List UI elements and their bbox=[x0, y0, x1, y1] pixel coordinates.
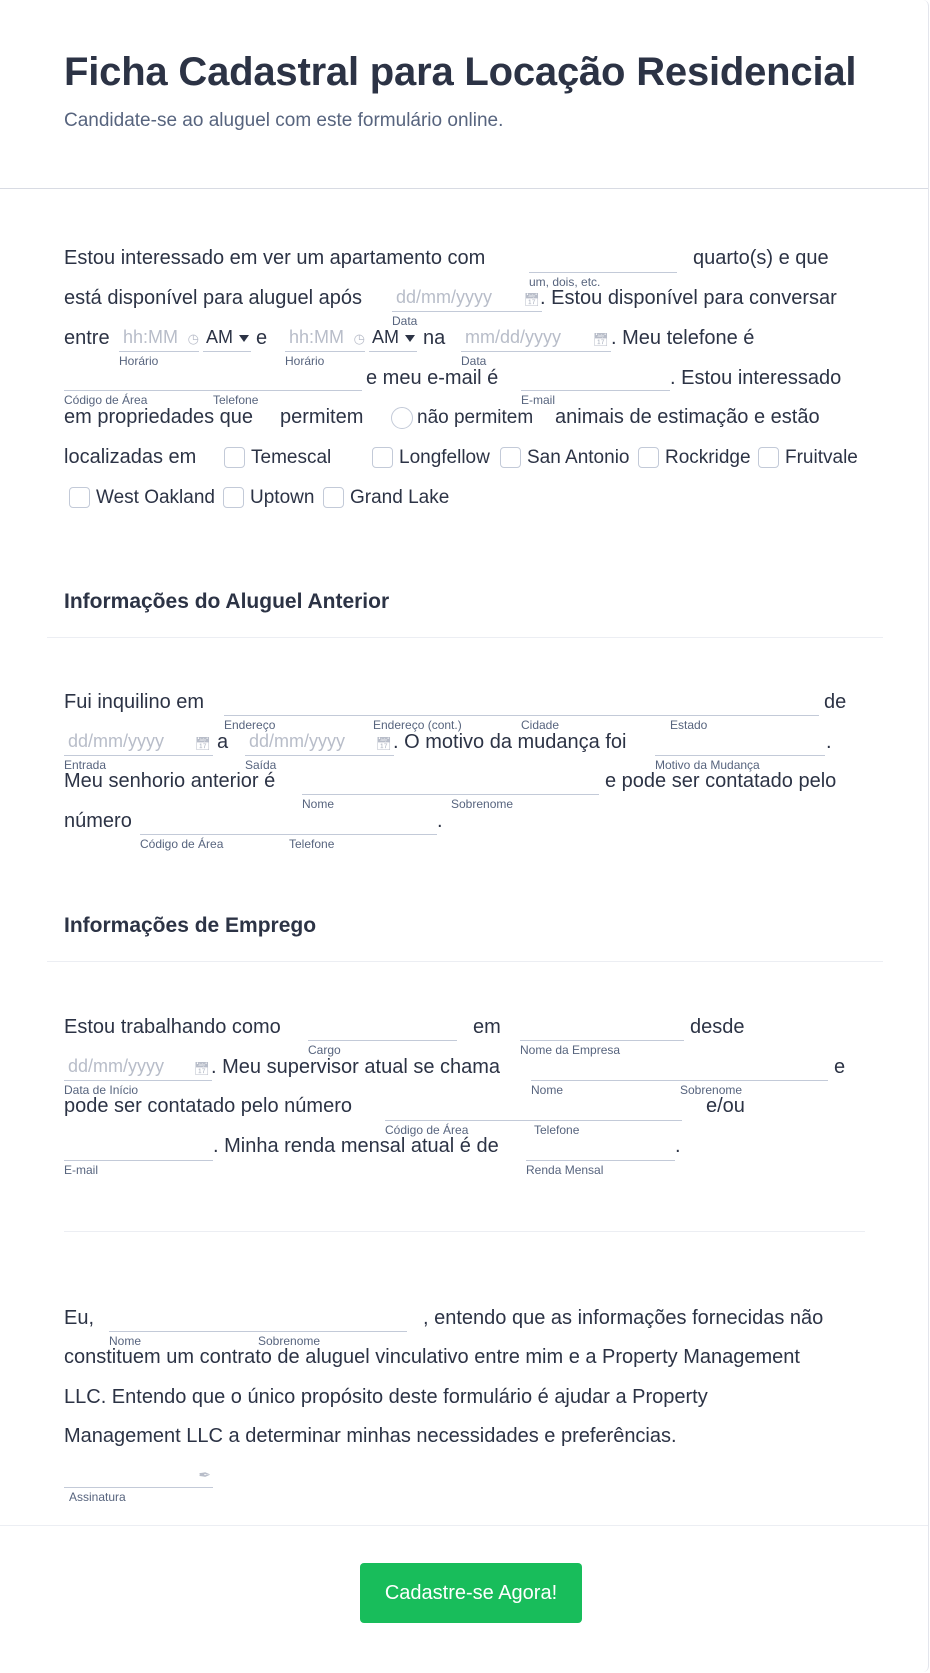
bedrooms-sublabel: um, dois, etc. bbox=[529, 275, 601, 289]
clock-icon[interactable]: ◷ bbox=[353, 331, 365, 346]
move-out-sublabel: Saída bbox=[245, 758, 277, 772]
checkbox-label-longfellow[interactable]: Longfellow bbox=[399, 447, 490, 468]
calendar-icon[interactable]: 📅︎ bbox=[193, 1061, 210, 1076]
declaration-text: LLC. Entendo que o único propósito deste formulário é ajudar a Property bbox=[64, 1386, 708, 1408]
employment-text: e/ou bbox=[706, 1095, 745, 1117]
checkbox-label-grand-lake[interactable]: Grand Lake bbox=[350, 487, 450, 508]
checkbox-label-uptown[interactable]: Uptown bbox=[250, 487, 315, 508]
first-name-sublabel: Nome bbox=[531, 1083, 564, 1097]
phone-sublabel: Telefone bbox=[289, 837, 335, 851]
section-heading-previous-rental: Informações do Aluguel Anterior bbox=[64, 590, 390, 613]
employment-text: . bbox=[675, 1135, 681, 1157]
intro-text: . Estou disponível para conversar bbox=[540, 287, 837, 309]
rental-text: . bbox=[437, 810, 443, 832]
address2-sublabel: Endereço (cont.) bbox=[373, 718, 462, 732]
move-reason-input[interactable] bbox=[655, 730, 825, 756]
chevron-down-icon bbox=[239, 335, 249, 342]
rental-text: número bbox=[64, 810, 132, 832]
declaration-text: , entendo que as informações fornecidas não bbox=[423, 1307, 824, 1329]
move-out-date-input[interactable]: dd/mm/yyyy 📅︎ bbox=[245, 730, 394, 756]
previous-address-input[interactable] bbox=[224, 690, 819, 716]
phone-sublabel: Telefone bbox=[534, 1123, 580, 1137]
employment-text: . Meu supervisor atual se chama bbox=[211, 1056, 501, 1078]
last-name-sublabel: Sobrenome bbox=[680, 1083, 743, 1097]
divider bbox=[64, 1231, 865, 1232]
pets-option-allow[interactable]: permitem bbox=[280, 406, 364, 428]
employment-text: Estou trabalhando como bbox=[64, 1016, 281, 1038]
city-sublabel: Cidade bbox=[521, 718, 560, 732]
checkbox-temescal[interactable] bbox=[224, 447, 245, 468]
state-sublabel: Estado bbox=[670, 718, 708, 732]
checkbox-label-temescal[interactable]: Temescal bbox=[251, 447, 332, 468]
rental-text: e pode ser contatado pelo bbox=[605, 770, 837, 792]
intro-text: Estou interessado em ver um apartamento com bbox=[64, 247, 486, 269]
page-title: Ficha Cadastral para Locação Residencial bbox=[64, 50, 857, 94]
intro-text: . Meu telefone é bbox=[611, 327, 755, 349]
intro-text: localizadas em bbox=[64, 446, 197, 468]
address-sublabel: Endereço bbox=[224, 718, 276, 732]
signature-pad[interactable] bbox=[64, 1462, 213, 1488]
intro-text: animais de estimação e estão bbox=[555, 406, 820, 428]
checkbox-longfellow[interactable] bbox=[372, 447, 393, 468]
employment-text: pode ser contatado pelo número bbox=[64, 1095, 352, 1117]
bedrooms-input[interactable] bbox=[529, 247, 677, 273]
rental-text: a bbox=[217, 731, 229, 753]
phone-input[interactable] bbox=[64, 365, 362, 391]
declaration-text: Eu, bbox=[64, 1307, 95, 1329]
first-name-sublabel: Nome bbox=[302, 797, 335, 811]
ampm-to-select[interactable]: AM bbox=[369, 326, 417, 352]
section-heading-employment: Informações de Emprego bbox=[64, 914, 317, 937]
submit-button[interactable]: Cadastre-se Agora! bbox=[360, 1563, 582, 1623]
calendar-icon[interactable]: 📅︎ bbox=[194, 736, 211, 751]
position-sublabel: Cargo bbox=[308, 1043, 341, 1057]
move-in-sublabel: Entrada bbox=[64, 758, 107, 772]
checkbox-label-west-oakland[interactable]: West Oakland bbox=[96, 487, 215, 508]
checkbox-label-san-antonio[interactable]: San Antonio bbox=[527, 447, 630, 468]
supervisor-email-input[interactable] bbox=[64, 1135, 213, 1161]
pen-icon: ✒ bbox=[198, 1467, 211, 1484]
checkbox-label-fruitvale[interactable]: Fruitvale bbox=[785, 447, 858, 468]
signature-sublabel: Assinatura bbox=[69, 1490, 126, 1504]
checkbox-fruitvale[interactable] bbox=[758, 447, 779, 468]
supervisor-name-input[interactable] bbox=[531, 1055, 828, 1081]
pets-radio-deny[interactable] bbox=[391, 407, 413, 429]
date-sublabel: Data bbox=[392, 314, 418, 328]
start-date-sublabel: Data de Início bbox=[64, 1083, 139, 1097]
intro-text: . Estou interessado bbox=[670, 367, 842, 389]
start-date-input[interactable]: dd/mm/yyyy 📅︎ bbox=[64, 1055, 212, 1081]
time-to-input[interactable]: hh:MM ◷ bbox=[285, 326, 365, 352]
rental-text: . bbox=[826, 731, 832, 753]
first-name-sublabel: Nome bbox=[109, 1334, 142, 1348]
employment-text: desde bbox=[690, 1016, 745, 1038]
intro-text: na bbox=[423, 327, 446, 349]
checkbox-uptown[interactable] bbox=[223, 487, 244, 508]
email-sublabel: E-mail bbox=[521, 393, 556, 407]
date-sublabel: Data bbox=[461, 354, 487, 368]
ampm-from-select[interactable]: AM bbox=[203, 326, 251, 352]
section-divider bbox=[47, 637, 883, 638]
monthly-income-input[interactable] bbox=[526, 1135, 675, 1161]
rental-text: Meu senhorio anterior é bbox=[64, 770, 276, 792]
intro-text: está disponível para aluguel após bbox=[64, 287, 362, 309]
checkbox-west-oakland[interactable] bbox=[69, 487, 90, 508]
header-divider bbox=[0, 188, 928, 189]
available-date-input[interactable]: dd/mm/yyyy 📅︎ bbox=[392, 286, 542, 312]
checkbox-grand-lake[interactable] bbox=[323, 487, 344, 508]
intro-text: entre bbox=[64, 327, 110, 349]
company-input[interactable] bbox=[520, 1015, 684, 1041]
time-sublabel: Horário bbox=[285, 354, 325, 368]
chevron-down-icon bbox=[405, 335, 415, 342]
employment-text: . Minha renda mensal atual é de bbox=[213, 1135, 499, 1157]
phone-sublabel: Telefone bbox=[213, 393, 259, 407]
page-subtitle: Candidate-se ao aluguel com este formulário online. bbox=[64, 110, 504, 131]
pets-option-deny[interactable]: não permitem bbox=[417, 407, 534, 428]
area-code-sublabel: Código de Área bbox=[64, 393, 148, 407]
calendar-icon[interactable]: 📅︎ bbox=[375, 736, 392, 751]
employment-text: em bbox=[473, 1016, 501, 1038]
calendar-icon[interactable]: 📅︎ bbox=[592, 332, 609, 347]
position-input[interactable] bbox=[308, 1015, 457, 1041]
declaration-text: constituem um contrato de aluguel vinculativo entre mim e a Property Management bbox=[64, 1346, 800, 1368]
rental-text: . O motivo da mudança foi bbox=[393, 731, 627, 753]
email-input[interactable] bbox=[521, 365, 670, 391]
last-name-sublabel: Sobrenome bbox=[451, 797, 514, 811]
intro-text: quarto(s) e que bbox=[693, 247, 829, 269]
landlord-name-input[interactable] bbox=[302, 769, 599, 795]
checkbox-rockridge[interactable] bbox=[638, 447, 659, 468]
area-code-sublabel: Código de Área bbox=[140, 837, 224, 851]
intro-text: e meu e-mail é bbox=[366, 367, 499, 389]
intro-text: e bbox=[256, 327, 268, 349]
last-name-sublabel: Sobrenome bbox=[258, 1334, 321, 1348]
income-sublabel: Renda Mensal bbox=[526, 1163, 604, 1177]
calendar-icon[interactable]: 📅︎ bbox=[523, 292, 540, 307]
rental-text: Fui inquilino em bbox=[64, 691, 205, 713]
move-in-date-input[interactable]: dd/mm/yyyy 📅︎ bbox=[64, 730, 213, 756]
time-from-input[interactable]: hh:MM ◷ bbox=[119, 326, 199, 352]
checkbox-san-antonio[interactable] bbox=[500, 447, 521, 468]
company-sublabel: Nome da Empresa bbox=[520, 1043, 621, 1057]
clock-icon[interactable]: ◷ bbox=[187, 331, 199, 346]
intro-text: em propriedades que bbox=[64, 406, 254, 428]
area-code-sublabel: Código de Área bbox=[385, 1123, 469, 1137]
employment-text: e bbox=[834, 1056, 846, 1078]
section-divider bbox=[47, 961, 883, 962]
checkbox-label-rockridge[interactable]: Rockridge bbox=[665, 447, 751, 468]
meeting-date-input[interactable]: mm/dd/yyyy 📅︎ bbox=[461, 326, 611, 352]
declaration-text: Management LLC a determinar minhas necessidades e preferências. bbox=[64, 1425, 677, 1447]
rental-text: de bbox=[824, 691, 847, 713]
applicant-name-input[interactable] bbox=[109, 1306, 407, 1332]
time-sublabel: Horário bbox=[119, 354, 159, 368]
landlord-phone-input[interactable] bbox=[140, 809, 437, 835]
move-reason-sublabel: Motivo da Mudança bbox=[655, 758, 760, 772]
footer-divider bbox=[0, 1525, 928, 1526]
supervisor-phone-input[interactable] bbox=[385, 1095, 682, 1121]
email-sublabel: E-mail bbox=[64, 1163, 99, 1177]
